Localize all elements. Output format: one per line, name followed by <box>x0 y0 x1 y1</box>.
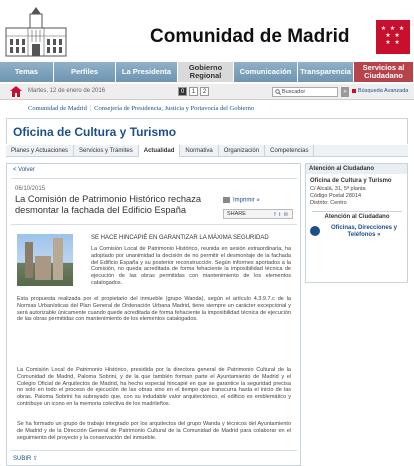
printer-icon <box>223 197 230 203</box>
article-paragraph: Se ha formado un grupo de trabajo integrado por los arquitectos del grupo Wanda y técnicos del Ayuntamiento de Madrid y de la Dirección General de Patrimonio Cultural de la Comunidad de Madrid para colaborar en el seguimiento del proyecto y la conservación del inmueble. <box>17 421 291 441</box>
home-icon[interactable] <box>10 86 22 97</box>
side-subheader: Atención al Ciudadano <box>312 211 402 221</box>
offices-link-label: Oficinas, Direcciones y Teléfonos » <box>330 225 398 238</box>
offices-directory-link[interactable] <box>310 225 404 239</box>
site-title[interactable]: Comunidad de Madrid <box>150 26 350 47</box>
nav-item-comunicaci-n[interactable]: Comunicación <box>234 62 298 82</box>
nav-item-perfiles[interactable]: Perfiles <box>54 62 116 82</box>
nav-item-servicios-al-ciudadano[interactable]: Servicios al Ciudadano <box>354 62 414 82</box>
photo-tower-right <box>53 238 63 280</box>
article-paragraph: Esta propuesta realizada por el propietario del inmueble (grupo Wanda), según el artículo 4.3.9.7.c de la Normas Urbanísticas del Plan General de Ordenación Urbana Madrid, tiene siempre un carácter excepcional y será autorizable únicamente cuando quede acreditada de forma fehaciente la imposibilidad técnica de ejecución de las obras permitidas con mantenimiento de los elementos catalogados. <box>17 296 291 323</box>
font-size-1-button[interactable]: 1 <box>189 87 198 96</box>
main-navigation <box>0 62 414 82</box>
search-placeholder: Buscador <box>282 89 306 95</box>
office-name: Oficina de Cultura y Turismo <box>310 178 392 184</box>
tab-competencias[interactable]: Competencias <box>265 145 314 157</box>
divider <box>11 224 297 225</box>
section-tabs <box>6 145 408 157</box>
madrid-flag-icon[interactable] <box>376 20 410 54</box>
tab-organizacion[interactable]: Organización <box>219 145 265 157</box>
share-label: SHARE <box>227 211 246 217</box>
edificio-espana-photo <box>17 234 73 286</box>
breadcrumb <box>28 105 254 112</box>
nav-item-la-presidenta[interactable]: La Presidenta <box>116 62 178 82</box>
search-input[interactable] <box>272 87 338 97</box>
palace-logo-icon[interactable] <box>4 6 68 58</box>
tab-actualidad[interactable]: Actualidad <box>139 145 181 157</box>
section-title: Oficina de Cultura y Turismo <box>13 125 177 139</box>
nav-item-temas[interactable]: Temas <box>0 62 54 82</box>
print-label: Imprimir » <box>233 197 260 204</box>
back-to-top-link[interactable]: SUBIR ⇧ <box>13 456 39 462</box>
article-title: La Comisión de Patrimonio Histórico rechaza desmontar la fachada del Edificio España <box>15 194 202 215</box>
nav-item-transparencia[interactable]: Transparencia <box>298 62 354 82</box>
breadcrumb-item-home[interactable]: Comunidad de Madrid <box>28 105 87 112</box>
citizen-service-panel <box>305 163 408 283</box>
font-size-controls <box>178 87 209 96</box>
breadcrumb-item-consejeria[interactable]: Consejería de Presidencia, Justicia y Portavocía del Gobierno <box>94 105 255 112</box>
social-icons: f t ✉ <box>274 212 289 218</box>
tab-normativa[interactable]: Normativa <box>180 145 218 157</box>
article-panel <box>6 163 301 466</box>
photo-tower-left <box>25 242 33 278</box>
site-header <box>0 0 414 62</box>
tab-planes[interactable]: Planes y Actuaciones <box>6 145 74 157</box>
font-size-2-button[interactable]: 2 <box>200 87 209 96</box>
share-button[interactable] <box>223 209 293 219</box>
office-postal-code: Código Postal 28014 <box>310 193 362 199</box>
divider <box>11 450 297 451</box>
photo-building <box>35 256 51 280</box>
divider <box>11 178 297 179</box>
breadcrumb-separator: | <box>89 105 92 112</box>
search-go-button[interactable]: » <box>341 87 349 97</box>
back-link[interactable]: < Volver <box>13 167 35 173</box>
article-subhead: SE HACE HINCAPIÉ EN GARANTIZAR LA MÁXIMA SEGURIDAD <box>91 235 269 241</box>
advanced-search-link[interactable]: Búsqueda Avanzada <box>352 88 408 94</box>
article-date: 06/10/2015 <box>15 186 46 192</box>
print-button[interactable] <box>223 197 260 204</box>
section-header <box>6 118 408 144</box>
office-address: C/ Alcalá, 31, 5ª planta <box>310 186 366 192</box>
utility-bar <box>0 84 414 100</box>
current-date: Martes, 12 de enero de 2016 <box>28 88 106 94</box>
font-size-0-button[interactable]: 0 <box>178 87 187 96</box>
tab-servicios[interactable]: Servicios y Trámites <box>74 145 139 157</box>
flag-stars-icon: ★ ★ ★ ★ ★ ★ ★ <box>380 26 406 46</box>
side-header: Atención al Ciudadano <box>306 164 407 174</box>
nav-item-gobierno-regional[interactable]: Gobierno Regional <box>178 62 234 82</box>
search-icon <box>275 89 281 95</box>
info-globe-icon <box>310 226 320 236</box>
office-district: Distrito: Centro <box>310 200 347 206</box>
article-paragraph: La Comisión Local de Patrimonio Histórico, presidida por la directora general de Patrimonio Cultural de la Comunidad de Madrid, Paloma Sobrini, y de la que también forman parte el Ayuntamiento de Madrid y el Colegio Oficial de Arquitectos de Madrid, ha hecho especial hincapié en que se garantice la seguridad precisa no solo en todo el proceso de ejecución de las obras sino en el tiempo que transcurra hasta el inicio de las obras. Paloma Sobrini ha subrayado que, con su indudable valor arquitectónico, el edificio es emblemático y contribuye un icono en la memoria colectiva de los madrileños. <box>17 367 291 407</box>
article-paragraph: La Comisión Local de Patrimonio Histórico, reunida en sesión extraordinaria, ha adoptado por unanimidad la decisión de no permitir el desmontaje de la fachada del Edificio España y su posterior reconstrucción. Según informes aportados a la Comisión, no queda acreditada de forma fehaciente la imposibilidad técnica de ejecución de las obras permitidas con mantenimiento de los elementos catalogados. <box>91 246 291 286</box>
